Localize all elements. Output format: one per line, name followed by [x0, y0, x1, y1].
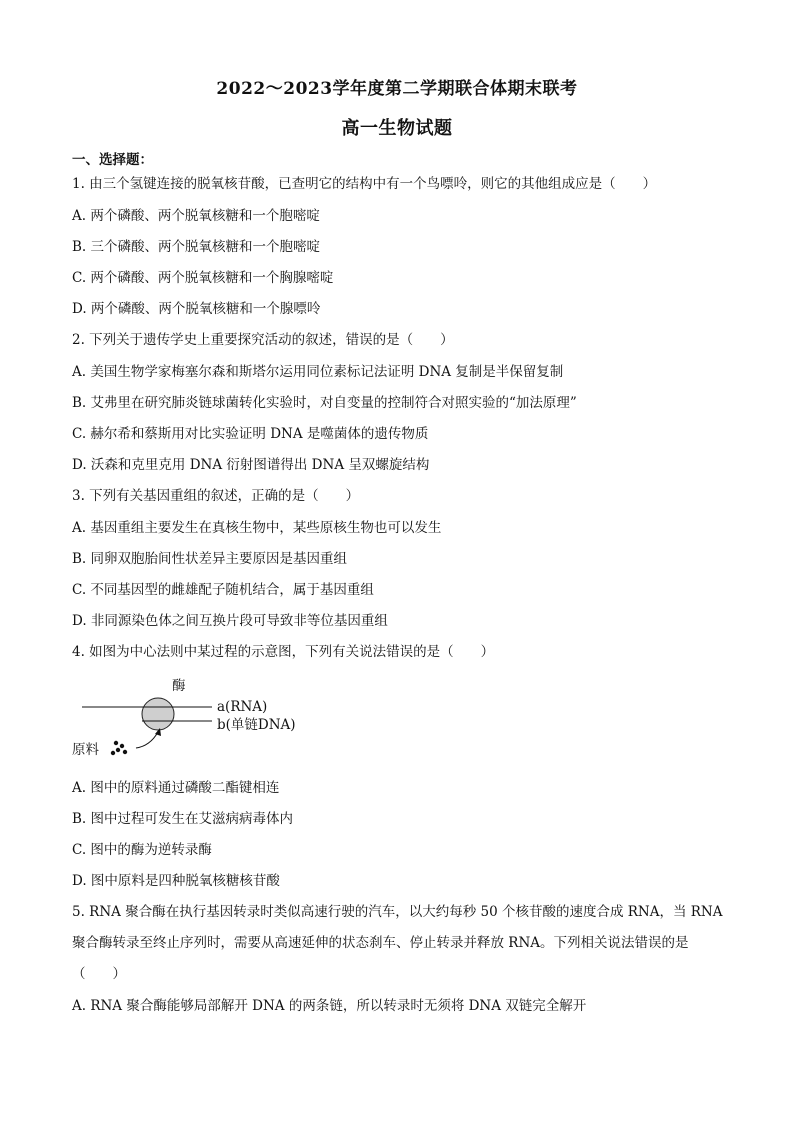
- option-2a: A. 美国生物学家梅塞尔森和斯塔尔运用同位素标记法证明 DNA 复制是半保留复制: [72, 364, 564, 380]
- question-5-line-2: 聚合酶转录至终止序列时，需要从高速延伸的状态刹车、停止转录并释放 RNA。下列相关说法错误的是: [72, 935, 689, 951]
- option-2c: C. 赫尔希和蔡斯用对比实验证明 DNA 是噬菌体的遗传物质: [72, 426, 429, 442]
- material-arrow: [136, 732, 158, 748]
- option-3d: D. 非同源染色体之间互换片段可导致非等位基因重组: [72, 613, 388, 629]
- option-1a: A. 两个磷酸、两个脱氧核糖和一个胞嘧啶: [72, 208, 320, 224]
- question-5-line-3: （ ）: [72, 966, 126, 982]
- question-1: 1. 由三个氢键连接的脱氧核苷酸，已查明它的结构中有一个鸟嘌呤，则它的其他组成应是（ ）: [72, 176, 657, 192]
- exam-subtitle: 高一生物试题: [341, 118, 453, 139]
- strand-a-label: a(RNA): [217, 699, 268, 715]
- option-1d: D. 两个磷酸、两个脱氧核糖和一个腺嘌呤: [72, 301, 321, 317]
- material-dot: [116, 748, 120, 752]
- option-3c: C. 不同基因型的雌雄配子随机结合，属于基因重组: [72, 582, 374, 598]
- option-3a: A. 基因重组主要发生在真核生物中，某些原核生物也可以发生: [72, 520, 442, 536]
- option-3b: B. 同卵双胞胎间性状差异主要原因是基因重组: [72, 551, 348, 567]
- transcription-diagram: [72, 674, 332, 774]
- question-2: 2. 下列关于遗传学史上重要探究活动的叙述，错误的是（ ）: [72, 332, 454, 348]
- material-label: 原料: [72, 742, 99, 758]
- question-4: 4. 如图为中心法则中某过程的示意图，下列有关说法错误的是（ ）: [72, 644, 495, 660]
- question-3: 3. 下列有关基因重组的叙述，正确的是（ ）: [72, 488, 360, 504]
- material-dot: [120, 744, 124, 748]
- strand-b-label: b(单链DNA): [217, 717, 296, 733]
- question-5-line-1: 5. RNA 聚合酶在执行基因转录时类似高速行驶的汽车，以大约每秒 50 个核苷酸的速度合成 RNA，当 RNA: [72, 904, 723, 920]
- enzyme-label: 酶: [172, 678, 186, 694]
- option-1c: C. 两个磷酸、两个脱氧核糖和一个胸腺嘧啶: [72, 270, 334, 286]
- enzyme-circle: [142, 698, 174, 730]
- section-heading: 一、选择题：: [72, 152, 153, 168]
- option-5a: A. RNA 聚合酶能够局部解开 DNA 的两条链，所以转录时无须将 DNA 双链完全解开: [72, 998, 587, 1014]
- material-dot: [123, 750, 127, 754]
- material-dot: [111, 751, 115, 755]
- exam-title: 2022～2023学年度第二学期联合体期末联考: [216, 79, 578, 99]
- option-1b: B. 三个磷酸、两个脱氧核糖和一个胞嘧啶: [72, 239, 321, 255]
- option-2d: D. 沃森和克里克用 DNA 衍射图谱得出 DNA 呈双螺旋结构: [72, 457, 430, 473]
- material-dot: [114, 741, 118, 745]
- option-2b: B. 艾弗里在研究肺炎链球菌转化实验时，对自变量的控制符合对照实验的“加法原理”: [72, 395, 577, 411]
- option-4c: C. 图中的酶为逆转录酶: [72, 842, 212, 858]
- option-4b: B. 图中过程可发生在艾滋病病毒体内: [72, 811, 294, 827]
- option-4d: D. 图中原料是四种脱氧核糖核苷酸: [72, 873, 280, 889]
- option-4a: A. 图中的原料通过磷酸二酯键相连: [72, 780, 280, 796]
